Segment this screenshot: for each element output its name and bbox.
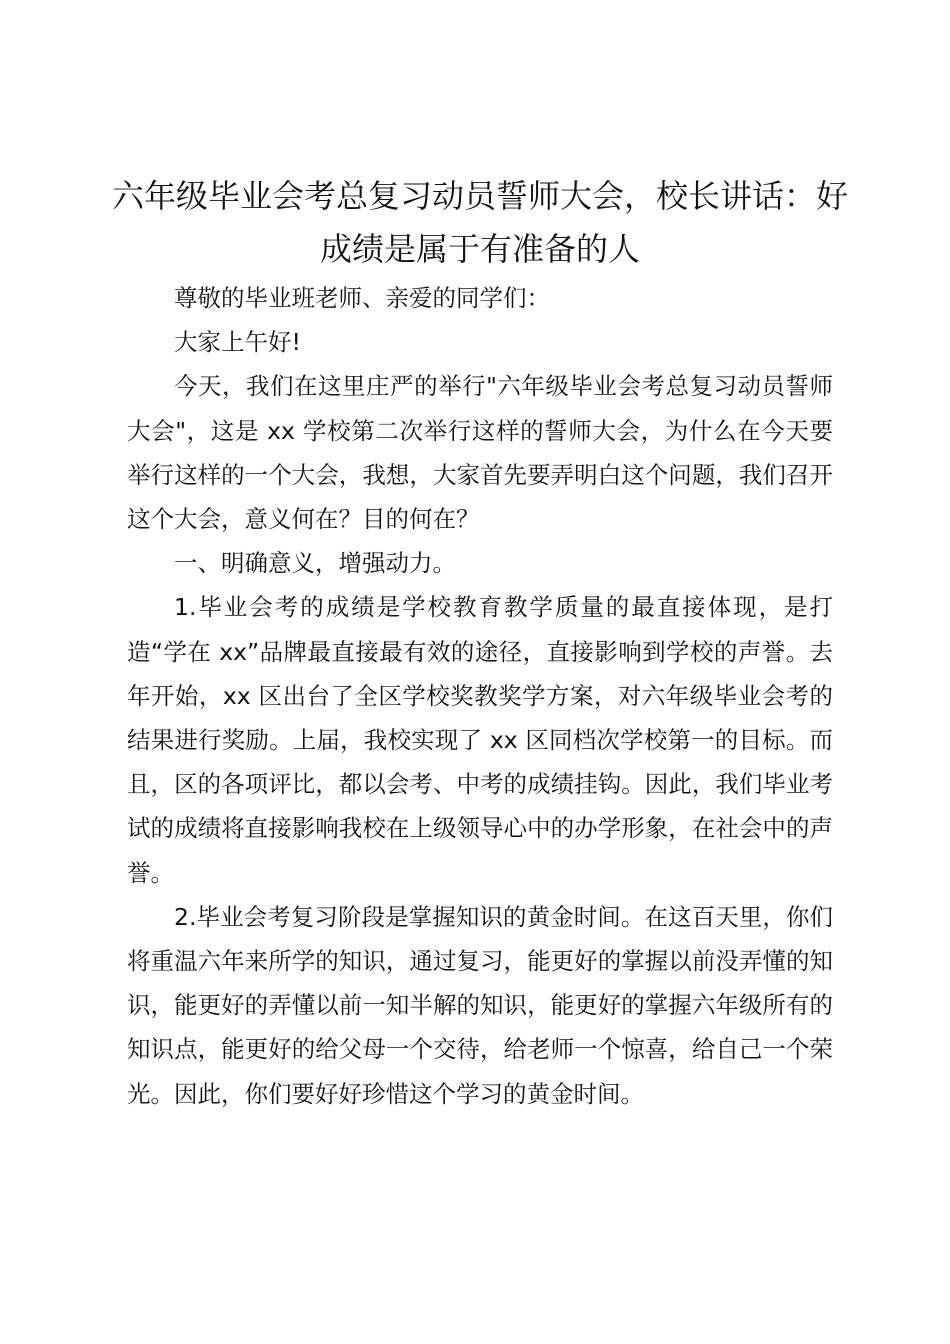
salutation-paragraph: 尊敬的毕业班老师、亲爱的同学们： (174, 284, 550, 312)
document-title: 六年级毕业会考总复习动员誓师大会，校长讲话：好成绩是属于有准备的人 (111, 177, 848, 268)
point-1-paragraph: 1.毕业会考的成绩是学校教育教学质量的最直接体现，是打造“学在 xx”品牌最直接最有效的途径，直接影响到学校的声誉。去年开始，xx 区出台了全区学校奖教奖学方案，对六年级毕业会考的结果进行奖励。上届，我校实现了 xx 区同档次学校第一的目标。而且，区的各项评比，都以会考、中考的成绩挂钩。因此，我们毕业考试的成绩将直接影响我校在上级领导心中的办学形象，在社会中的声誉。 (127, 593, 833, 887)
greeting-paragraph: 大家上午好! (174, 328, 301, 357)
point-2-paragraph: 2.毕业会考复习阶段是掌握知识的黄金时间。在这百天里，你们将重温六年来所学的知识，通过复习，能更好的掌握以前没弄懂的知识，能更好的弄懂以前一知半解的知识，能更好的掌握六年级所有的知识点，能更好的给父母一个交待，给老师一个惊喜，给自己一个荣光。因此，你们要好好珍惜这个学习的黄金时间。 (127, 902, 833, 1108)
document-body (127, 276, 833, 1116)
intro-paragraph: 今天，我们在这里庄严的举行"六年级毕业会考总复习动员誓师大会"，这是 xx 学校第二次举行这样的誓师大会，为什么在今天要举行这样的一个大会，我想，大家首先要弄明白这个问题，我们召开这个大会，意义何在？目的何在？ (127, 372, 833, 534)
section-heading: 一、明确意义，增强动力。 (174, 549, 456, 578)
